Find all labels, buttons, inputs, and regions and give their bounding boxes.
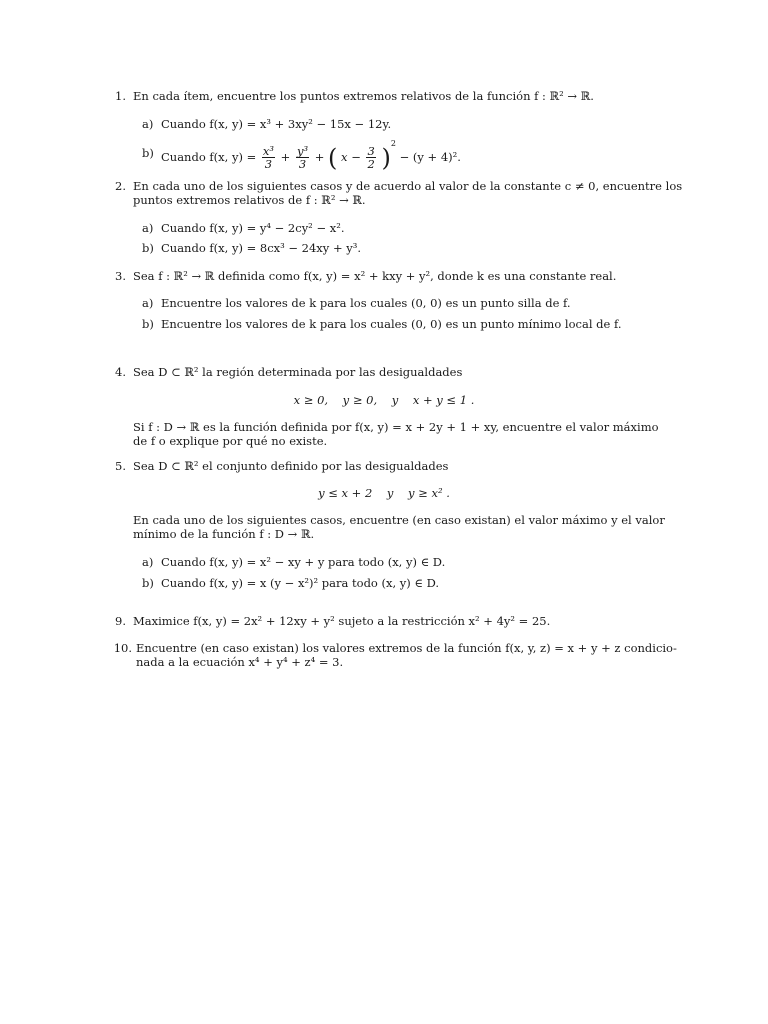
problem-statement: nada a la ecuación x⁴ + y⁴ + z⁴ = 3. (136, 655, 344, 669)
display-equation: x ≥ 0, y ≥ 0, y x + y ≤ 1 . (293, 393, 475, 407)
problem-number: 9. (115, 614, 126, 628)
fraction-denominator: 2 (367, 157, 375, 172)
display-equation: y ≤ x + 2 y y ≥ x² . (318, 486, 450, 500)
problem-statement: de f o explique por qué no existe. (133, 434, 328, 448)
paren-open: ( (328, 143, 338, 172)
item-formula (161, 132, 461, 180)
item-label: a) (142, 555, 154, 569)
problem-statement: Sea D ⊂ ℝ² el conjunto definido por las desigualdades (133, 459, 449, 473)
item-text: Cuando f(x, y) = 8cx³ − 24xy + y³. (161, 241, 362, 255)
item-text: Cuando f(x, y) = x² − xy + y para todo (x, y) ∈ D. (161, 555, 446, 569)
formula-prefix: Cuando f(x, y) = (161, 149, 257, 164)
problem-number: 2. (115, 179, 126, 193)
fraction-numerator: x³ (262, 144, 274, 159)
item-label: a) (142, 296, 154, 310)
fraction (296, 145, 309, 170)
item-text: Encuentre los valores de k para los cuales (0, 0) es un punto mínimo local de f. (161, 317, 622, 331)
problem-statement: Maximice f(x, y) = 2x² + 12xy + y² sujeto a la restricción x² + 4y² = 25. (133, 614, 551, 628)
item-text: Cuando f(x, y) = x (y − x²)² para todo (x, y) ∈ D. (161, 576, 440, 590)
item-label: a) (142, 221, 154, 235)
paren-close: ) (381, 143, 391, 172)
item-label: a) (142, 117, 154, 131)
item-label: b) (142, 317, 154, 331)
problem-statement: Sea D ⊂ ℝ² la región determinada por las desigualdades (133, 365, 463, 379)
formula-tail: − (y + 4)². (399, 149, 461, 164)
item-text: Cuando f(x, y) = x³ + 3xy² − 15x − 12y. (161, 117, 392, 131)
fraction (262, 145, 275, 170)
fraction-denominator: 3 (298, 157, 307, 172)
problem-statement: En cada uno de los siguientes casos y de acuerdo al valor de la constante c ≠ 0, encuentre los (133, 179, 683, 193)
problem-statement: Si f : D → ℝ es la función definida por f(x, y) = x + 2y + 1 + xy, encuentre el valor máximo (133, 420, 659, 434)
exponent: 2 (390, 139, 396, 148)
problem-statement: mínimo de la función f : D → ℝ. (133, 527, 315, 541)
fraction (366, 145, 375, 170)
formula-term: x − (341, 149, 361, 164)
item-text: Encuentre los valores de k para los cuales (0, 0) es un punto silla de f. (161, 296, 571, 310)
plus-sign: + (280, 149, 291, 164)
problem-number: 1. (115, 89, 126, 103)
item-label: b) (142, 576, 154, 590)
problem-statement: Encuentre (en caso existan) los valores extremos de la función f(x, y, z) = x + y + z condicio- (136, 641, 677, 655)
problem-number: 4. (115, 365, 126, 379)
problem-statement: En cada uno de los siguientes casos, encuentre (en caso existan) el valor máximo y el valor (133, 513, 665, 527)
item-text: Cuando f(x, y) = y⁴ − 2cy² − x². (161, 221, 345, 235)
problem-statement: Sea f : ℝ² → ℝ definida como f(x, y) = x² + kxy + y², donde k es una constante real. (133, 269, 617, 283)
problem-statement: En cada ítem, encuentre los puntos extremos relativos de la función f : ℝ² → ℝ. (133, 89, 594, 103)
problem-number: 5. (115, 459, 126, 473)
fraction-numerator: y³ (296, 144, 309, 159)
item-label: b) (142, 241, 154, 255)
problem-statement: puntos extremos relativos de f : ℝ² → ℝ. (133, 193, 366, 207)
fraction-numerator: 3 (367, 144, 375, 159)
problem-number: 3. (115, 269, 126, 283)
item-label: b) (142, 146, 154, 160)
plus-sign: + (314, 149, 325, 164)
fraction-denominator: 3 (264, 157, 273, 172)
problem-number: 10. (113, 641, 132, 655)
